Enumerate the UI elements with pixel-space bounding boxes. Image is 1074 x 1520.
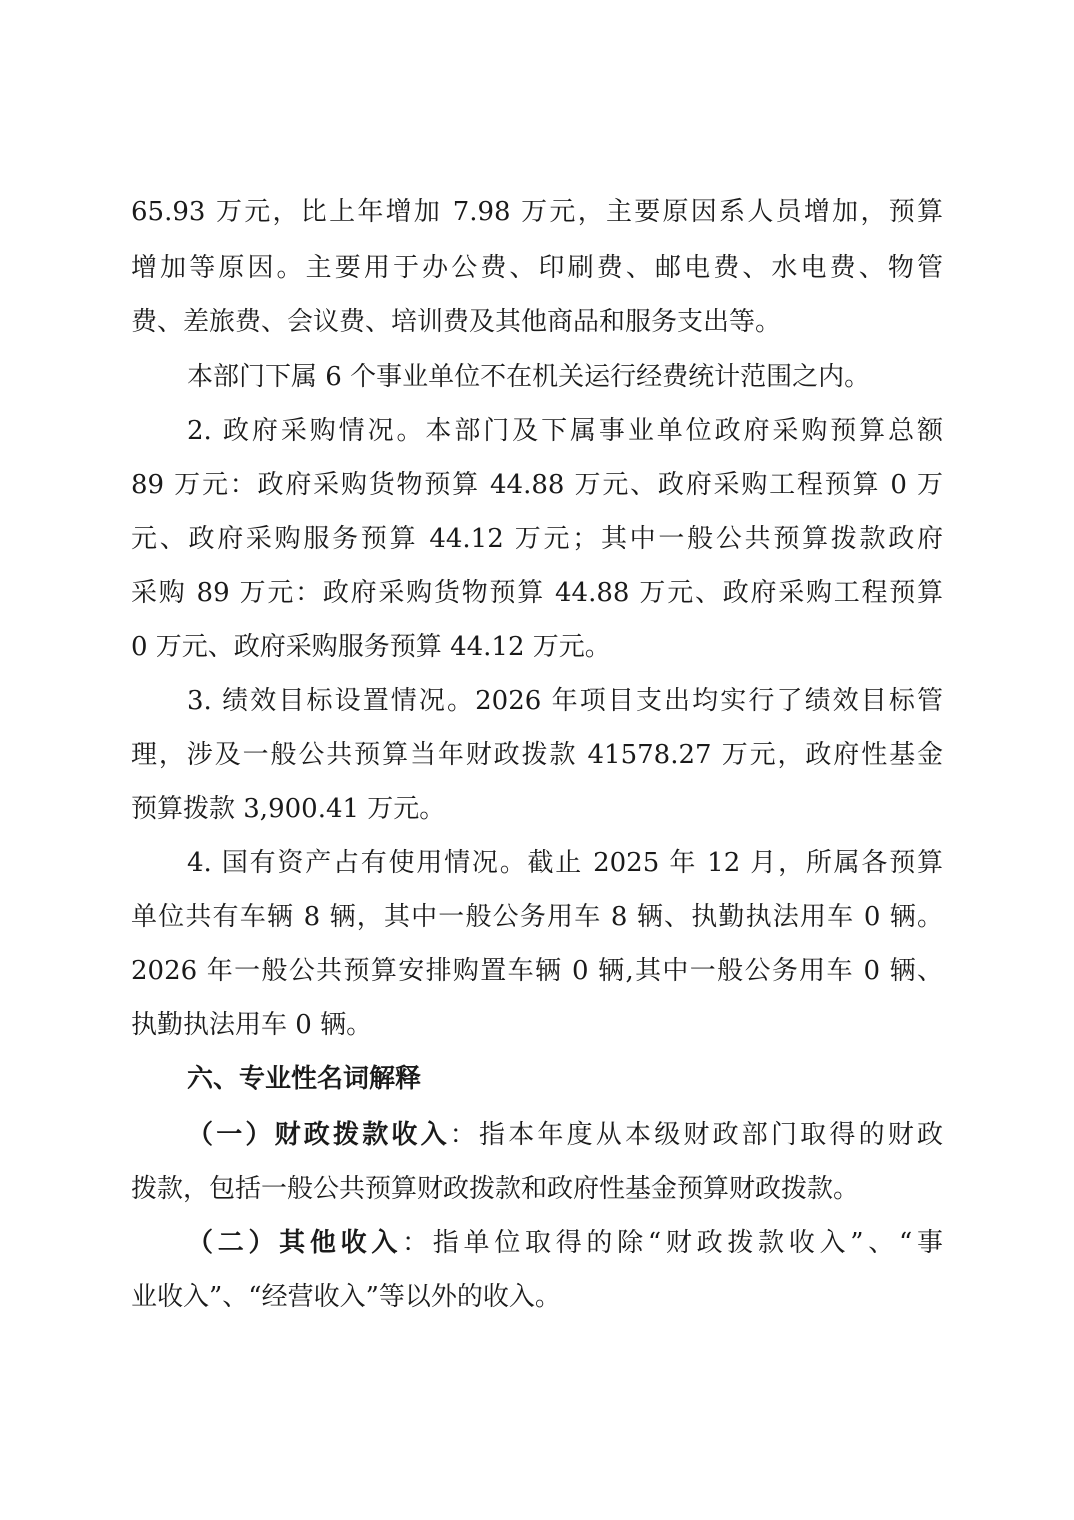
paragraph-line: 费、差旅费、会议费、培训费及其他商品和服务支出等。	[131, 307, 782, 337]
definition-text: ：指单位取得的除“财政拨款收入”、“事	[402, 1228, 943, 1258]
definition-line: 业收入”、“经营收入”等以外的收入。	[131, 1282, 561, 1312]
paragraph-line: 预算拨款 3,900.41 万元。	[131, 794, 446, 824]
paragraph-line: 4. 国有资产占有使用情况。截止 2025 年 12 月，所属各预算	[187, 848, 943, 878]
paragraph-line: 采购 89 万元：政府采购货物预算 44.88 万元、政府采购工程预算	[131, 578, 943, 608]
definition-line	[187, 1223, 943, 1263]
definition-text: ：指本年度从本级财政部门取得的财政	[449, 1120, 943, 1150]
paragraph-line: 89 万元：政府采购货物预算 44.88 万元、政府采购工程预算 0 万	[131, 470, 943, 500]
paragraph-line: 单位共有车辆 8 辆，其中一般公务用车 8 辆、执勤执法用车 0 辆。	[131, 902, 943, 932]
definition-term: （二）其他收入	[187, 1228, 403, 1258]
paragraph-line: 2026 年一般公共预算安排购置车辆 0 辆,其中一般公务用车 0 辆、	[131, 956, 943, 986]
paragraph-line: 增加等原因。主要用于办公费、印刷费、邮电费、水电费、物管	[131, 253, 943, 283]
paragraph-line: 3. 绩效目标设置情况。2026 年项目支出均实行了绩效目标管	[187, 686, 943, 716]
paragraph-line: 执勤执法用车 0 辆。	[131, 1010, 373, 1040]
paragraph-line: 本部门下属 6 个事业单位不在机关运行经费统计范围之内。	[187, 362, 871, 392]
paragraph-line: 元、政府采购服务预算 44.12 万元；其中一般公共预算拨款政府	[131, 524, 943, 554]
definition-line	[187, 1115, 943, 1155]
definition-line: 拨款，包括一般公共预算财政拨款和政府性基金预算财政拨款。	[131, 1174, 860, 1204]
paragraph-line: 65.93 万元，比上年增加 7.98 万元，主要原因系人员增加，预算	[131, 197, 943, 227]
paragraph-line: 理，涉及一般公共预算当年财政拨款 41578.27 万元，政府性基金	[131, 740, 943, 770]
section-heading: 六、专业性名词解释	[187, 1064, 422, 1094]
definition-term: （一）财政拨款收入	[187, 1120, 450, 1150]
paragraph-line: 2. 政府采购情况。本部门及下属事业单位政府采购预算总额	[187, 416, 943, 446]
paragraph-line: 0 万元、政府采购服务预算 44.12 万元。	[131, 632, 611, 662]
